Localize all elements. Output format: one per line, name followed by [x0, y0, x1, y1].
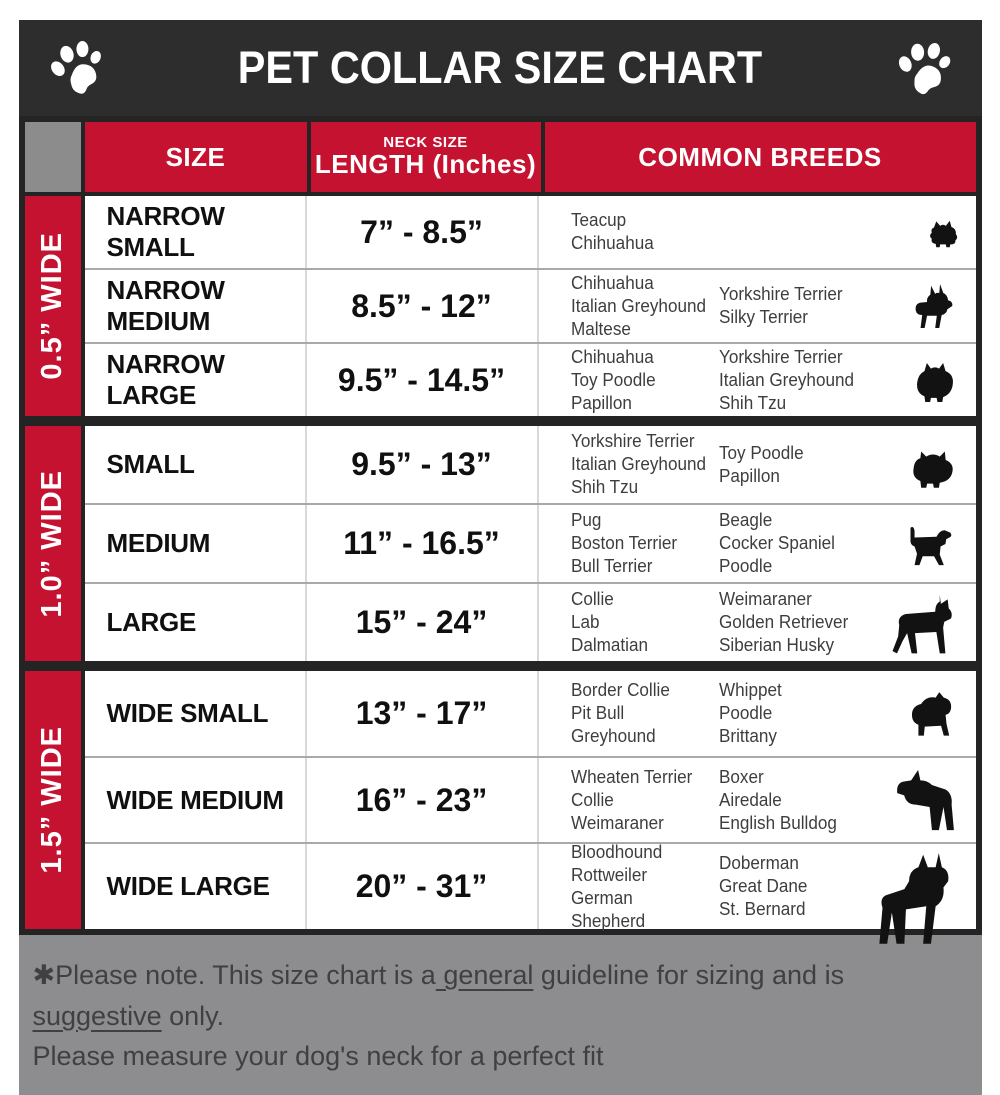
width-label: 1.5” WIDE	[36, 726, 68, 874]
breed-name: Poodle	[718, 702, 772, 723]
footer-line-1	[33, 955, 966, 1036]
width-label-strip	[25, 426, 81, 661]
table-row	[85, 671, 976, 756]
size-name: NARROW SMALL	[85, 196, 307, 268]
table-row	[85, 582, 976, 661]
neck-length-range: 7” - 8.5”	[307, 196, 539, 268]
breed-name: Boxer	[718, 766, 764, 787]
paw-print-icon	[40, 32, 112, 104]
neck-length-range: 13” - 17”	[307, 671, 539, 756]
breed-name: Italian Greyhound	[718, 369, 854, 390]
breed-list-1	[571, 766, 712, 835]
breed-name: Papillon	[718, 465, 780, 486]
breed-name: Airedale	[718, 789, 782, 810]
neck-length-range: 11” - 16.5”	[307, 505, 539, 582]
width-section	[25, 426, 976, 661]
footer-line-2: Please measure your dog's neck for a perfect fit	[32, 1041, 604, 1071]
breed-name: Italian Greyhound	[570, 295, 706, 316]
neck-length-range: 9.5” - 14.5”	[307, 344, 539, 416]
yorkie-icon	[924, 214, 962, 250]
breed-list-1	[571, 588, 712, 657]
breed-name: Weimaraner	[570, 812, 664, 833]
breed-list-1	[571, 346, 712, 415]
breed-name: Chihuahua	[570, 272, 654, 293]
size-name: LARGE	[85, 584, 307, 661]
breed-name: German Shepherd	[570, 887, 645, 931]
page-title: PET COLLAR SIZE CHART	[237, 42, 763, 93]
column-header-size: SIZE	[85, 122, 307, 192]
breed-name: Poodle	[718, 556, 772, 576]
pekingese-icon	[904, 438, 962, 492]
bulldog-icon	[902, 684, 962, 742]
breed-name: Doberman	[718, 853, 799, 874]
width-section	[25, 671, 976, 929]
breed-list-1	[571, 209, 712, 255]
breed-name: Lab	[570, 612, 600, 632]
breed-name: Italian Greyhound	[570, 454, 706, 474]
breed-name: Brittany	[718, 725, 777, 746]
neck-length-range: 9.5” - 13”	[307, 426, 539, 503]
breed-name: Dalmatian	[570, 635, 648, 655]
breed-list-1	[571, 430, 712, 499]
size-name: NARROW LARGE	[85, 344, 307, 416]
breed-name: Collie	[570, 789, 614, 810]
size-name: SMALL	[85, 426, 307, 503]
neck-length-range: 8.5” - 12”	[307, 270, 539, 342]
table-row	[85, 342, 976, 416]
breed-name: Yorkshire Terrier	[718, 284, 843, 304]
breed-name: Chihuahua	[570, 346, 654, 367]
column-header-neck	[311, 122, 541, 192]
breed-name: Papillon	[570, 392, 632, 413]
breed-name: Greyhound	[570, 725, 656, 746]
section-rows	[85, 196, 976, 416]
table-header-row	[25, 122, 976, 192]
breed-list-1	[571, 841, 712, 933]
section-rows	[85, 671, 976, 929]
breed-name: Rottweiler	[570, 864, 647, 885]
table-row	[85, 426, 976, 503]
breed-name: Beagle	[718, 510, 772, 530]
breed-name: Yorkshire Terrier	[718, 346, 843, 367]
breed-name: Shih Tzu	[718, 392, 786, 413]
neck-size-label: NECK SIZE	[383, 134, 468, 152]
breed-name: Yorkshire Terrier	[570, 431, 695, 451]
breed-name: Golden Retriever	[718, 612, 848, 632]
footer-note	[19, 935, 982, 1095]
corner-cell	[25, 122, 81, 192]
breed-name: Bloodhound	[570, 841, 662, 862]
column-header-breeds: COMMON BREEDS	[545, 122, 976, 192]
size-name: WIDE SMALL	[85, 671, 307, 756]
husky-icon	[886, 587, 962, 659]
width-label: 1.0” WIDE	[36, 469, 68, 618]
breed-list-1	[571, 272, 712, 341]
section-divider	[25, 420, 976, 422]
table-row	[85, 503, 976, 582]
footer-underlined-word: general	[435, 960, 534, 990]
breed-name: Toy Poodle	[570, 369, 656, 390]
breed-name: Weimaraner	[718, 589, 812, 609]
length-inches-label: LENGTH (Inches)	[314, 149, 537, 180]
breed-name: Border Collie	[570, 679, 670, 700]
breed-name: Siberian Husky	[718, 635, 834, 655]
pet-collar-size-chart	[19, 0, 982, 1095]
table-row	[85, 842, 976, 929]
breed-name: Teacup	[570, 210, 626, 230]
breed-name: Cocker Spaniel	[718, 533, 835, 553]
breed-name: Chihuahua	[570, 233, 654, 253]
breed-name: Pug	[570, 510, 601, 530]
breed-name: Pit Bull	[570, 702, 624, 723]
breed-name: Maltese	[570, 318, 631, 339]
footer-text: only.	[161, 1000, 225, 1031]
breed-name: English Bulldog	[718, 812, 837, 833]
table-row	[85, 756, 976, 843]
breed-name: Boston Terrier	[570, 533, 677, 553]
breed-name: Whippet	[718, 679, 782, 700]
size-name: NARROW MEDIUM	[85, 270, 307, 342]
size-name: WIDE MEDIUM	[85, 758, 307, 843]
breed-name: Toy Poodle	[718, 442, 804, 463]
chihuahua-icon	[910, 280, 962, 332]
pitbull-icon	[888, 763, 962, 837]
beagle-icon	[898, 518, 962, 570]
breed-name: Silky Terrier	[718, 307, 808, 327]
section-divider	[25, 665, 976, 667]
table-row	[85, 196, 976, 268]
section-rows	[85, 426, 976, 661]
width-section	[25, 196, 976, 416]
footer-underlined-word: suggestive	[32, 1000, 162, 1031]
breed-name: St. Bernard	[718, 899, 805, 920]
doberman-icon	[870, 847, 970, 953]
width-label-strip	[25, 196, 81, 416]
size-chart-table	[19, 116, 982, 935]
size-name: WIDE LARGE	[85, 844, 307, 929]
title-bar	[19, 20, 982, 116]
breed-name: Collie	[570, 589, 614, 609]
table-row	[85, 268, 976, 342]
neck-length-range: 15” - 24”	[307, 584, 539, 661]
paw-print-icon	[888, 33, 958, 103]
size-name: MEDIUM	[85, 505, 307, 582]
breed-name: Great Dane	[718, 876, 807, 897]
breed-name: Bull Terrier	[570, 556, 652, 576]
common-breeds-cell	[539, 196, 976, 268]
breed-list-1	[571, 509, 712, 578]
neck-length-range: 20” - 31”	[307, 844, 539, 929]
footer-text: guideline for sizing and is	[533, 960, 845, 990]
neck-length-range: 16” - 23”	[307, 758, 539, 843]
footer-text: ✱Please note. This size chart is a	[32, 960, 436, 990]
breed-name: Wheaten Terrier	[570, 766, 692, 787]
pomeranian-icon	[908, 354, 962, 406]
width-label: 0.5” WIDE	[36, 232, 68, 380]
width-label-strip	[25, 671, 81, 929]
breed-name: Shih Tzu	[570, 477, 638, 497]
breed-list-1	[571, 679, 712, 748]
